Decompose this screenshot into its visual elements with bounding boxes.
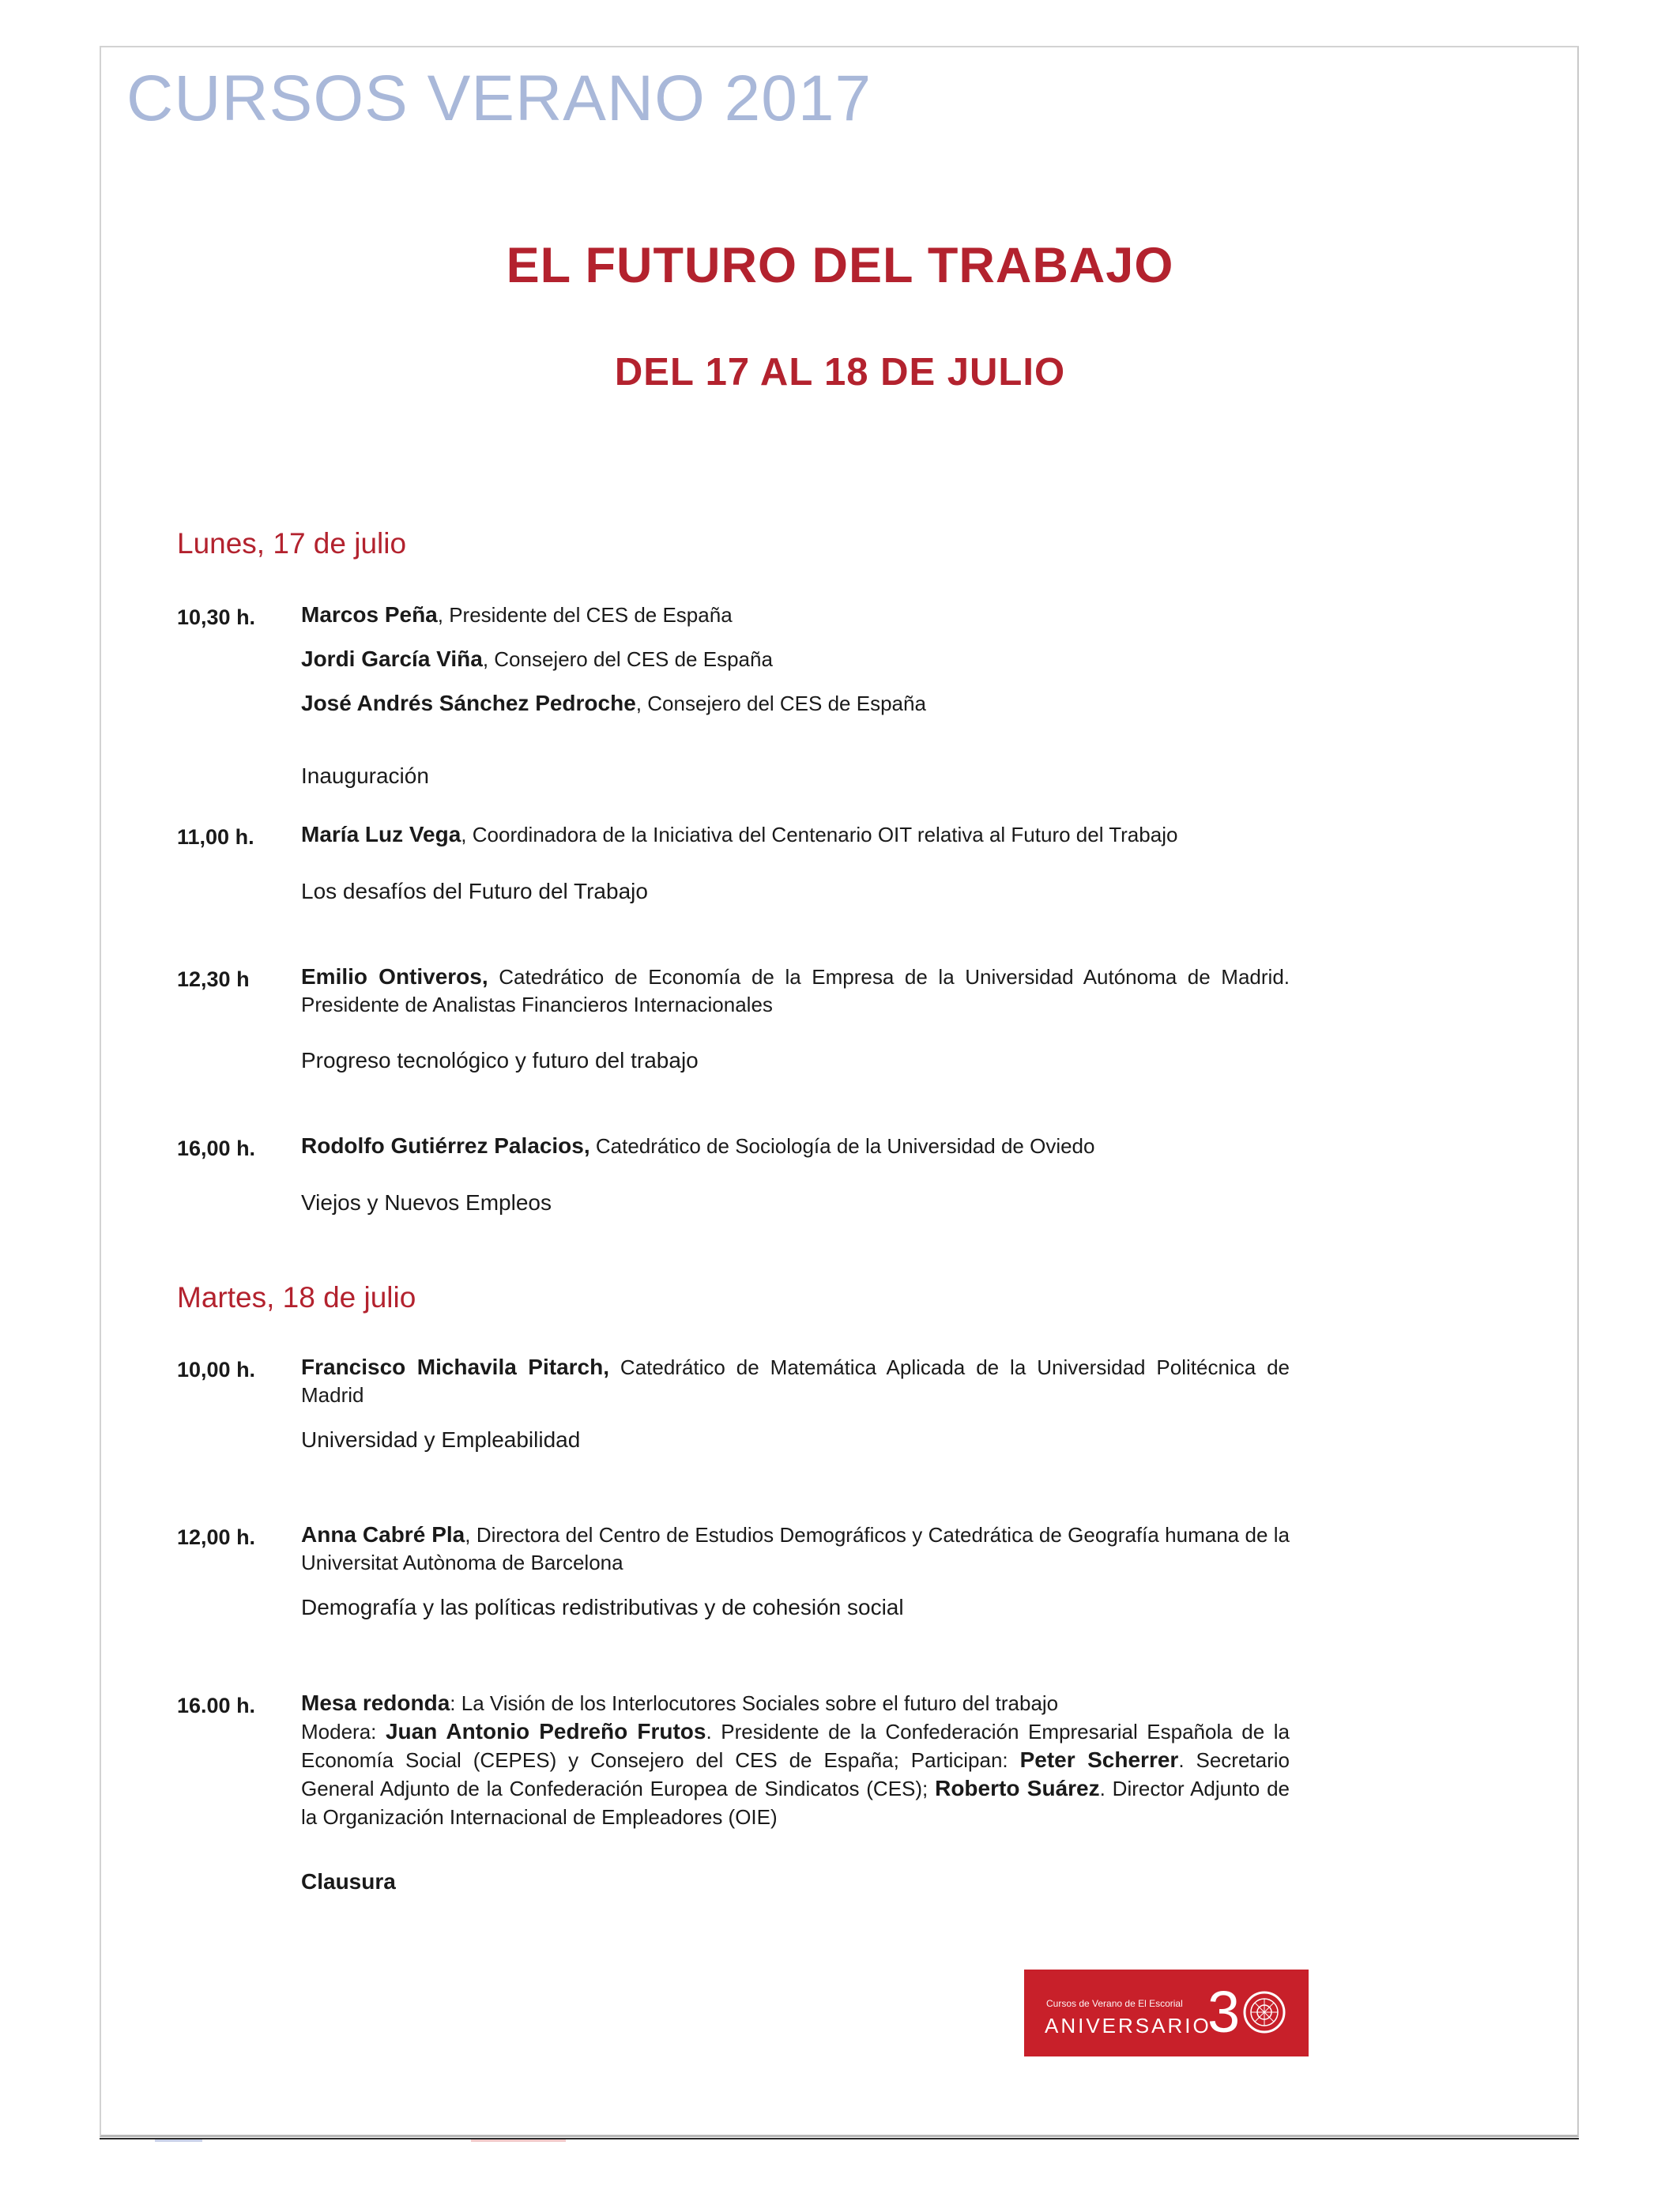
- seal-icon: [1242, 1990, 1286, 2034]
- speaker-role: Catedrático de Matemática Aplicada de la Universidad Politécnica de Madrid: [301, 1355, 1290, 1407]
- course-dates: DEL 17 AL 18 DE JULIO: [614, 351, 1066, 394]
- moderator-prefix: Modera:: [301, 1720, 386, 1744]
- session-topic: Viejos y Nuevos Empleos: [301, 1190, 552, 1215]
- speaker-name: María Luz Vega: [301, 822, 461, 846]
- roundtable-label: Mesa redonda: [301, 1691, 450, 1715]
- entry-time: 11,00 h.: [177, 825, 254, 849]
- session-topic: Progreso tecnológico y futuro del trabajo: [301, 1048, 699, 1072]
- entry-time: 10,00 h.: [177, 1358, 256, 1382]
- moderator-name: Juan Antonio Pedreño Frutos: [385, 1719, 706, 1744]
- moderator-role: . Presidente de la Confederación Empresarial Española de la Economía Social (CEPES) y Consejero del CES de España; Participan:: [301, 1720, 1290, 1772]
- anniversary-logo: [1024, 1970, 1309, 2056]
- speaker-role: , Consejero del CES de España: [482, 647, 773, 671]
- speaker-name: Francisco Michavila Pitarch,: [301, 1355, 609, 1379]
- day-heading-tuesday: Martes, 18 de julio: [177, 1281, 416, 1314]
- speaker-role: Catedrático de Economía de la Empresa de la Universidad Autónoma de Madrid. Presidente de Analistas Financieros Internacionales: [301, 965, 1290, 1016]
- logo-number: 3: [1207, 1979, 1241, 2045]
- entry-content: [301, 1522, 1290, 1619]
- speaker-name: Marcos Peña: [301, 602, 438, 627]
- session-topic: Demografía y las políticas redistributivas y de cohesión social: [301, 1595, 904, 1619]
- day-heading-monday: Lunes, 17 de julio: [177, 527, 407, 560]
- participant-name: Peter Scherrer: [1019, 1747, 1179, 1772]
- logo-small-text: Cursos de Verano de El Escorial: [1046, 1998, 1183, 2009]
- speaker-line: [301, 689, 926, 718]
- speaker-line: [301, 1132, 1094, 1160]
- closing-session: Clausura: [301, 1869, 396, 1894]
- participant-role: . Director Adjunto de la Organización Internacional de Empleadores (OIE): [301, 1777, 1290, 1829]
- speaker-line: [301, 1353, 1290, 1409]
- speaker-line: [301, 1521, 1290, 1577]
- speaker-role: , Coordinadora de la Iniciativa del Centenario OIT relativa al Futuro del Trabajo: [461, 823, 1178, 846]
- speaker-line: [301, 820, 1177, 849]
- speaker-line: [301, 963, 1290, 1019]
- speaker-name: Jordi García Viña: [301, 647, 483, 671]
- speaker-line: [301, 601, 733, 629]
- speaker-name: José Andrés Sánchez Pedroche: [301, 691, 636, 715]
- roundtable-text: [301, 1689, 1290, 1831]
- course-title: EL FUTURO DEL TRABAJO: [506, 238, 1174, 293]
- entry-time: 12,30 h: [177, 967, 250, 991]
- speaker-name: Rodolfo Gutiérrez Palacios,: [301, 1133, 590, 1158]
- speaker-role: Catedrático de Sociología de la Universidad de Oviedo: [590, 1134, 1095, 1158]
- speaker-line: [301, 645, 773, 673]
- entry-content: [301, 964, 1290, 1072]
- series-title: CURSOS VERANO 2017: [126, 62, 872, 134]
- entry-time: 16,00 h.: [177, 1137, 256, 1160]
- speaker-name: Anna Cabré Pla: [301, 1522, 465, 1547]
- entry-time: 12,00 h.: [177, 1525, 256, 1549]
- speaker-name: Emilio Ontiveros,: [301, 964, 488, 989]
- entry-content: [301, 1355, 1290, 1452]
- logo-big-text: ANIVERSARIO: [1045, 2014, 1211, 2038]
- participant-role: . Secretario General Adjunto de la Confederación Europea de Sindicatos (CES);: [301, 1748, 1290, 1800]
- entry-content: [301, 1691, 1290, 1831]
- session-topic: Universidad y Empleabilidad: [301, 1427, 581, 1452]
- entry-time: 16.00 h.: [177, 1694, 256, 1717]
- roundtable-title: : La Visión de los Interlocutores Sociales sobre el futuro del trabajo: [450, 1691, 1059, 1715]
- session-topic: Inauguración: [301, 763, 429, 788]
- speaker-role: , Consejero del CES de España: [635, 692, 926, 715]
- speaker-role: , Presidente del CES de España: [437, 603, 733, 627]
- participant-name: Roberto Suárez: [935, 1776, 1100, 1800]
- session-topic: Los desafíos del Futuro del Trabajo: [301, 879, 648, 903]
- speaker-role: , Directora del Centro de Estudios Demográficos y Catedrática de Geografía humana de la Universitat Autònoma de Barcelona: [301, 1523, 1290, 1574]
- entry-time: 10,30 h.: [177, 605, 256, 629]
- page-bottom-edge: [100, 2138, 1579, 2143]
